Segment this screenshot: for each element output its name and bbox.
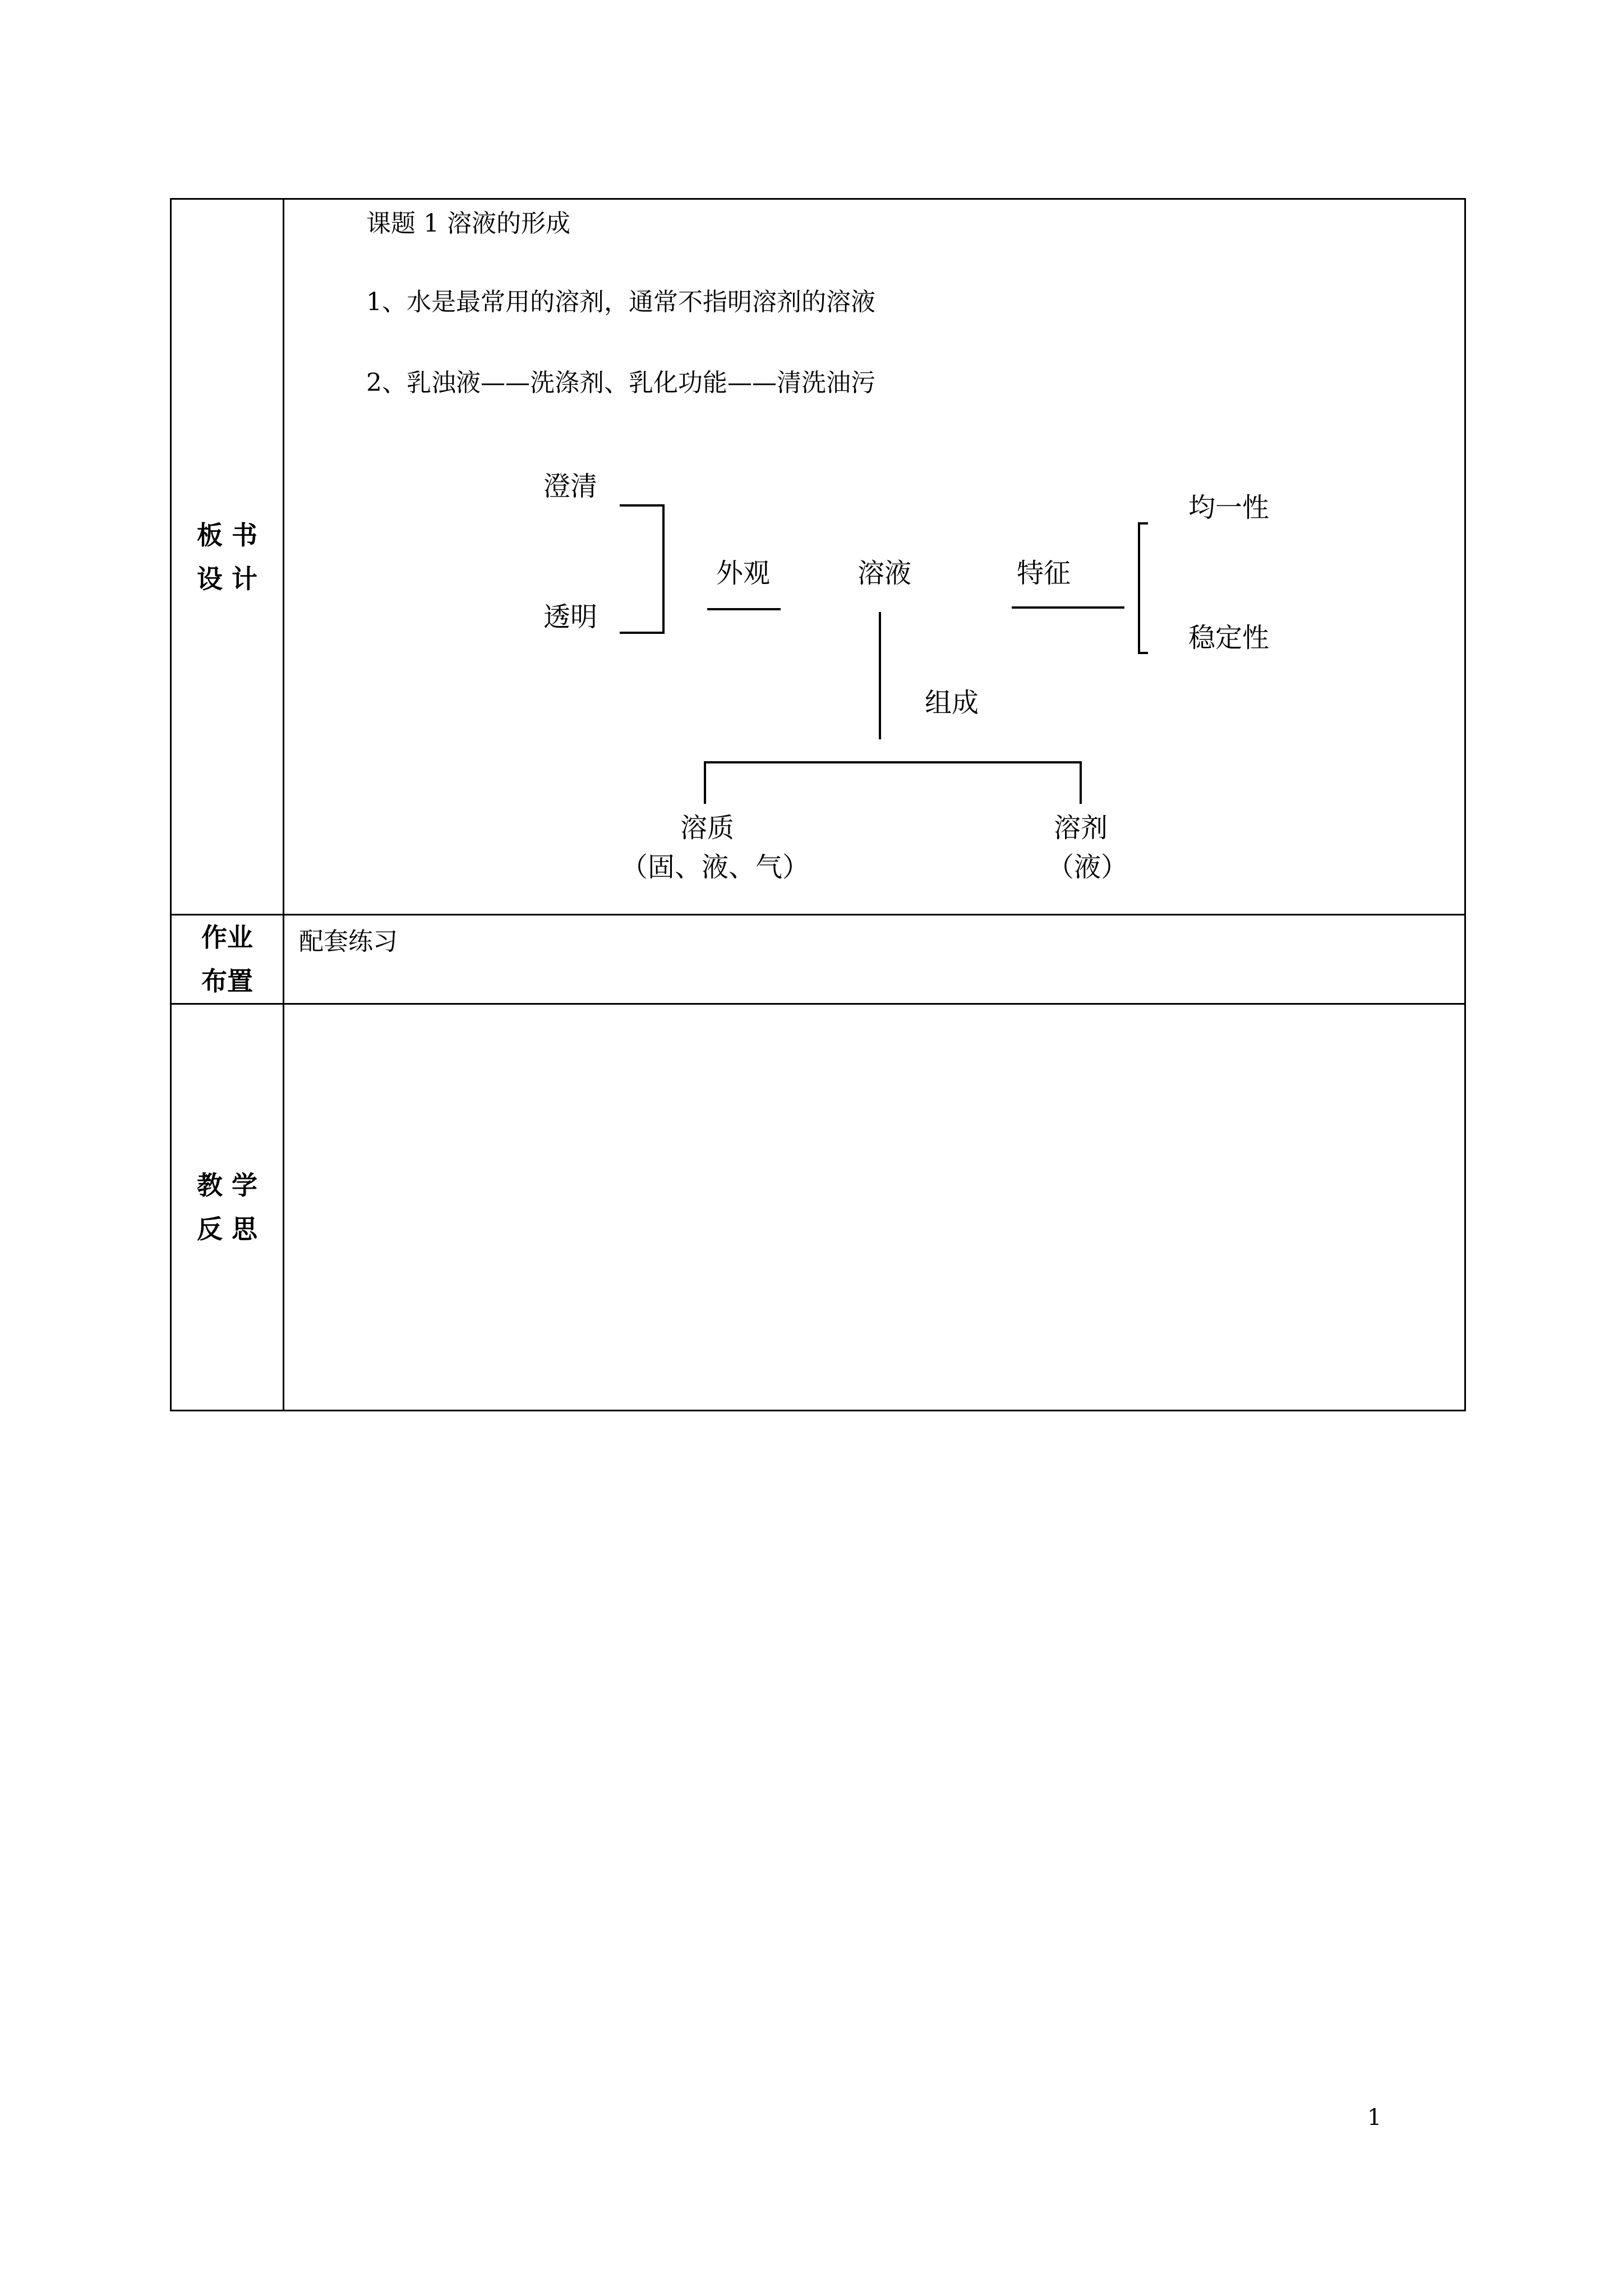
composition-bracket [705,762,1081,804]
label-solute-note: （固、液、气） [621,852,810,883]
reflection-row [171,1004,1465,1411]
solution-concept-diagram [284,200,1468,915]
label-solvent-note: （液） [1047,852,1128,883]
board-design-label-line-2: 设 计 [196,563,257,594]
reflection-label-line-1: 教 学 [196,1170,257,1200]
page-number: 1 [1367,2105,1382,2131]
board-design-row [171,199,1465,915]
label-solute: 溶质 [680,812,735,844]
homework-label [171,915,284,1004]
board-design-label [171,199,284,915]
board-point-2: 2、乳浊液——洗涤剂、乳化功能——清洗油污 [366,369,875,397]
label-stability: 稳定性 [1188,622,1270,654]
label-solvent: 溶剂 [1054,812,1108,844]
label-appearance: 外观 [716,558,771,589]
label-composition: 组成 [925,687,979,719]
label-clear: 澄清 [543,471,598,502]
reflection-label [171,1004,284,1411]
reflection-content[interactable] [284,1004,1465,1411]
lesson-plan-table [170,198,1466,1411]
homework-content [284,915,1465,1004]
right-bracket [1139,523,1148,653]
board-design-content [284,199,1465,915]
homework-label-line-2: 布置 [201,966,253,996]
label-transparent: 透明 [543,601,598,633]
label-uniformity: 均一性 [1188,492,1270,523]
label-feature: 特征 [1017,558,1071,589]
left-bracket [620,505,663,633]
homework-label-line-1: 作业 [201,922,253,953]
homework-text: 配套练习 [299,927,398,956]
lesson-title: 课题 1 溶液的形成 [366,209,570,238]
board-design-label-line-1: 板 书 [196,519,257,550]
homework-row [171,915,1465,1004]
reflection-label-line-2: 反 思 [196,1214,257,1244]
label-solution: 溶液 [857,558,912,589]
board-point-1: 1、水是最常用的溶剂，通常不指明溶剂的溶液 [366,288,875,316]
